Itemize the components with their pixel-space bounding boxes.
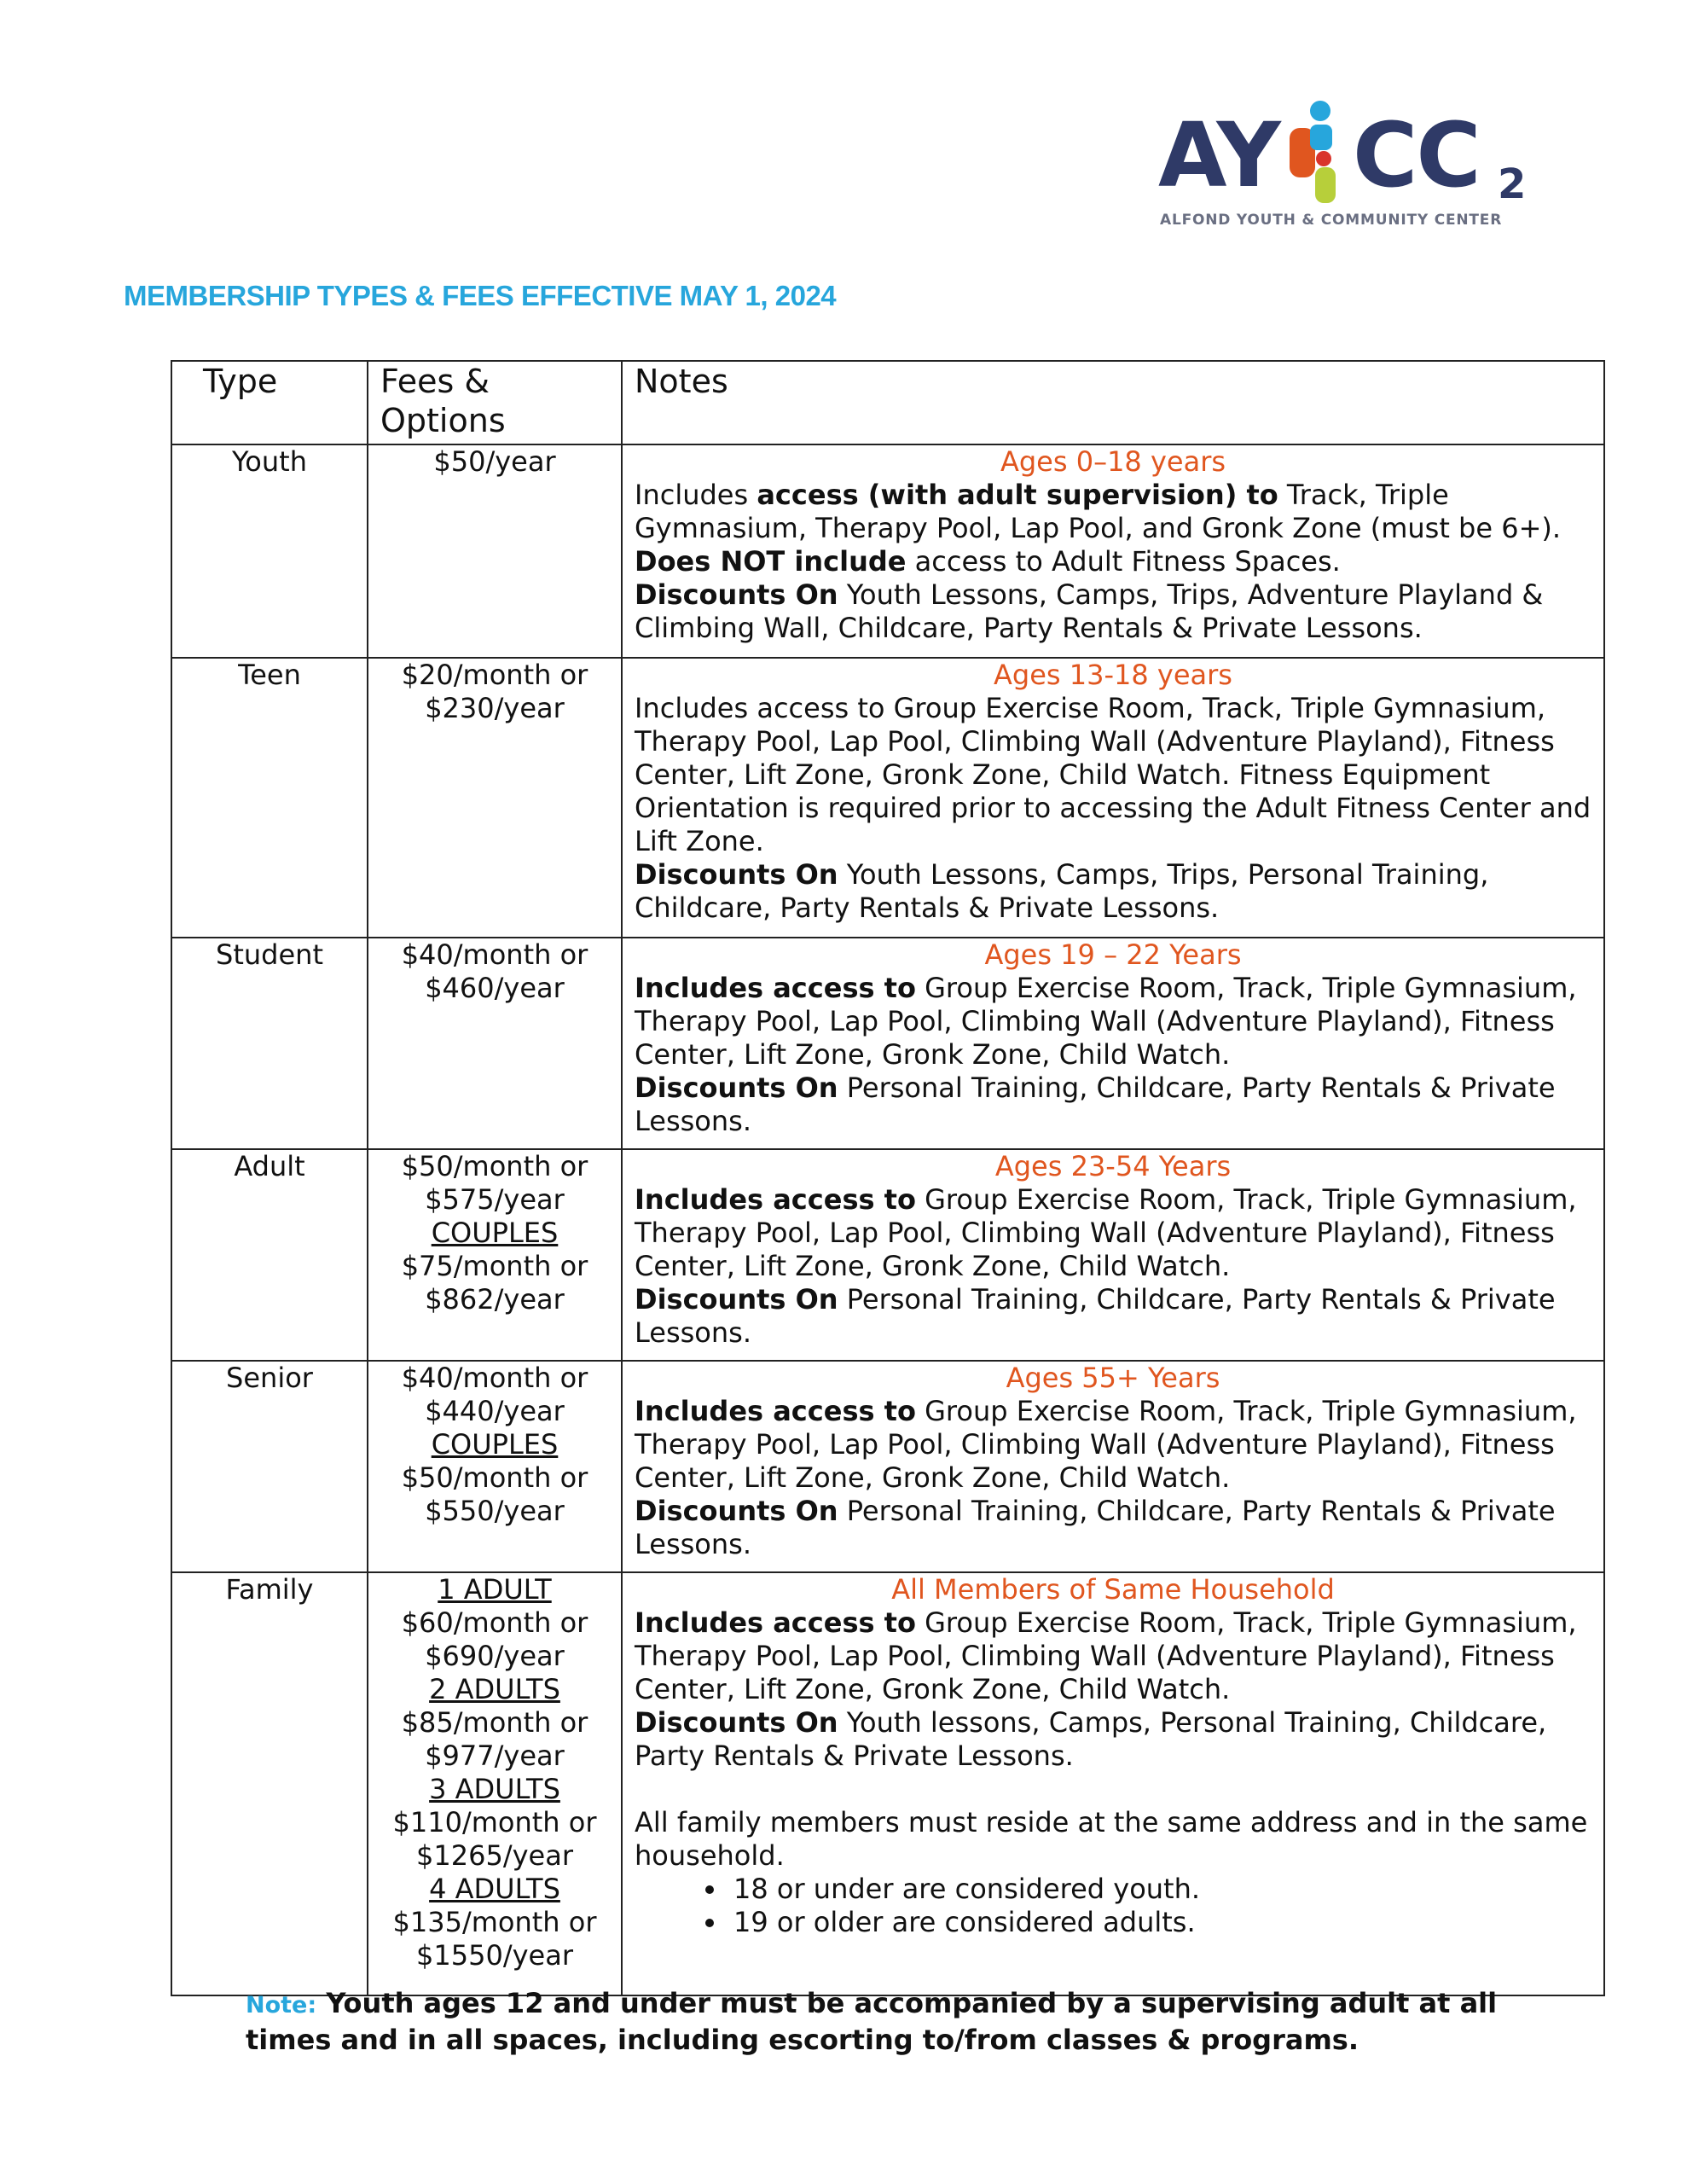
notes-cell (622, 1572, 1604, 1995)
spacer (635, 1773, 1591, 1806)
includes-list: Group Exercise Room, Track, Triple Gymnasium, Therapy Pool, Lap Pool, Climbing Wall (Adventure Playland), Fitness Center, Lift Zone, Gronk Zone, Child Watch. (635, 1606, 1577, 1705)
includes-bold: Includes access to (635, 1606, 916, 1639)
age-range: Ages 19 – 22 Years (984, 938, 1242, 971)
includes-bold: Includes access to (635, 972, 916, 1004)
fee-line: $135/month or (392, 1906, 597, 1938)
discounts-list: Youth Lessons, Camps, Trips, Personal Training, Childcare, Party Rentals & Private Lessons. (635, 858, 1489, 924)
table-row-senior (171, 1361, 1604, 1572)
membership-type: Youth (171, 444, 368, 658)
fees-cell (368, 1572, 622, 1995)
age-range: Ages 23-54 Years (994, 1150, 1232, 1182)
membership-type: Student (171, 938, 368, 1149)
fee-line: $40/month or (401, 938, 588, 971)
logo-people-icon (1286, 99, 1354, 205)
discounts-text (635, 1495, 1591, 1561)
fee-line: $50/month or (401, 1150, 588, 1182)
fee-line: $690/year (425, 1640, 565, 1672)
fee-line: $110/month or (392, 1806, 597, 1838)
includes-bold: Includes access to (635, 1183, 916, 1216)
list-item: • 18 or under are considered youth. (728, 1873, 1591, 1906)
discounts-list: Personal Training, Childcare, Party Rentals & Private Lessons. (635, 1072, 1556, 1137)
discounts-bold: Discounts On (635, 1283, 838, 1316)
table-row-family (171, 1572, 1604, 1995)
fee-line: $60/month or (401, 1606, 588, 1639)
table-header-row (171, 361, 1604, 444)
includes-text (635, 1183, 1591, 1283)
table-row-student (171, 938, 1604, 1149)
discounts-list: Personal Training, Childcare, Party Rentals & Private Lessons. (635, 1495, 1556, 1560)
page-title: MEMBERSHIP TYPES & FEES EFFECTIVE MAY 1, 2024 (124, 280, 837, 311)
excludes-bold: Does NOT include (635, 545, 907, 578)
discounts-list: Personal Training, Childcare, Party Rentals & Private Lessons. (635, 1283, 1556, 1349)
footer-note (246, 1986, 1576, 2057)
age-range: Ages 13-18 years (994, 659, 1232, 691)
header-type: Type (171, 361, 368, 444)
option-label: 4 ADULTS (429, 1873, 560, 1905)
option-label: 1 ADULT (438, 1573, 552, 1606)
option-label: 2 ADULTS (429, 1673, 560, 1705)
fees-cell (368, 444, 622, 658)
discounts-text (635, 1283, 1591, 1350)
discounts-list: Youth lessons, Camps, Personal Training, Childcare, Party Rentals & Private Lessons. (635, 1706, 1547, 1772)
fee-line: $1265/year (416, 1839, 573, 1872)
notes-cell (622, 1149, 1604, 1361)
membership-type: Family (171, 1572, 368, 1995)
includes-text (635, 1395, 1591, 1495)
age-range: All Members of Same Household (891, 1573, 1335, 1606)
option-label: 3 ADULTS (429, 1773, 560, 1805)
logo-subtitle: ALFOND YOUTH & COMMUNITY CENTER (1160, 212, 1503, 229)
couples-label: COUPLES (431, 1217, 559, 1249)
includes-text (635, 1606, 1591, 1706)
includes-list: Group Exercise Room, Track, Triple Gymnasium, Therapy Pool, Lap Pool, Climbing Wall (Adventure Playland), Fitness Center, Lift Zone, Gronk Zone, Child Watch. (635, 1395, 1577, 1494)
membership-type: Senior (171, 1361, 368, 1572)
discounts-text (635, 858, 1591, 925)
discounts-text (635, 1072, 1591, 1138)
fee-line: $1550/year (416, 1939, 573, 1972)
discounts-text (635, 1706, 1591, 1773)
fee-line: $20/month or (401, 659, 588, 691)
fee-line: $75/month or (401, 1250, 588, 1282)
fee-line: $550/year (425, 1495, 565, 1527)
fee-line: $40/month or (401, 1362, 588, 1394)
fee-line: $230/year (425, 692, 565, 724)
membership-type: Teen (171, 658, 368, 938)
header-notes: Notes (622, 361, 1604, 444)
discounts-bold: Discounts On (635, 1706, 838, 1739)
fee-line: $50/month or (401, 1461, 588, 1494)
notes-cell (622, 938, 1604, 1149)
includes-text (635, 479, 1591, 545)
fees-cell (368, 658, 622, 938)
includes-list: Group Exercise Room, Track, Triple Gymnasium, Therapy Pool, Lap Pool, Climbing Wall (Adventure Playland), Fitness Center, Lift Zone, Gronk Zone, Child Watch. (635, 972, 1577, 1071)
notes-cell (622, 658, 1604, 938)
discounts-bold: Discounts On (635, 858, 838, 891)
excludes-list: access to Adult Fitness Spaces. (906, 545, 1341, 578)
fee-line: $575/year (425, 1183, 565, 1216)
includes-text (635, 972, 1591, 1072)
excludes-text (635, 545, 1591, 578)
fees-cell (368, 1149, 622, 1361)
fee-line: $460/year (425, 972, 565, 1004)
table-row-teen (171, 658, 1604, 938)
couples-label: COUPLES (431, 1428, 559, 1461)
age-rules-list (635, 1873, 1591, 1939)
discounts-list: Youth Lessons, Camps, Trips, Adventure Playland & Climbing Wall, Childcare, Party Rentals & Private Lessons. (635, 578, 1544, 644)
includes-list: Group Exercise Room, Track, Triple Gymnasium, Therapy Pool, Lap Pool, Climbing Wall (Adventure Playland), Fitness Center, Lift Zone, Gronk Zone, Child Watch. (635, 1183, 1577, 1282)
fees-cell (368, 938, 622, 1149)
includes-list: Track, Triple Gymnasium, Therapy Pool, Lap Pool, and Gronk Zone (must be 6+). (635, 479, 1562, 544)
fees-cell (368, 1361, 622, 1572)
fee-line: $977/year (425, 1740, 565, 1772)
membership-fees-table (171, 360, 1605, 1996)
note-text: Youth ages 12 and under must be accompanied by a supervising adult at all times and in all spaces, including escorting to/from classes & programs. (246, 1987, 1498, 2056)
household-text: All family members must reside at the same address and in the same household. (635, 1806, 1588, 1872)
fee-line: $440/year (425, 1395, 565, 1427)
fee-line: $50/year (433, 445, 556, 478)
fee-line: $862/year (425, 1283, 565, 1316)
membership-type: Adult (171, 1149, 368, 1361)
notes-cell (622, 1361, 1604, 1572)
table-row-youth (171, 444, 1604, 658)
age-range: Ages 0–18 years (1000, 445, 1226, 478)
includes-text: Includes access to Group Exercise Room, Track, Triple Gymnasium, Therapy Pool, Lap Pool, Climbing Wall (Adventure Playland), Fitness Center, Lift Zone, Gronk Zone, Child Watch. Fitness Equipment Orientation is required prior to accessing the Adult Fitness Center and Lift Zone. (635, 692, 1591, 857)
discounts-bold: Discounts On (635, 578, 838, 611)
includes-bold: Includes access to (635, 1395, 916, 1427)
discounts-bold: Discounts On (635, 1072, 838, 1104)
page-number: 2 (1498, 160, 1527, 208)
discounts-text (635, 578, 1591, 645)
list-item: • 19 or older are considered adults. (728, 1906, 1591, 1939)
table-row-adult (171, 1149, 1604, 1361)
fee-line: $85/month or (401, 1706, 588, 1739)
notes-cell (622, 444, 1604, 658)
discounts-bold: Discounts On (635, 1495, 838, 1527)
header-fees: Fees & Options (368, 361, 622, 444)
logo-letters-cc: CC (1353, 103, 1480, 207)
age-range: Ages 55+ Years (1006, 1362, 1220, 1394)
logo-wordmark (1158, 103, 1480, 207)
includes-prefix: Includes (635, 479, 757, 511)
note-label: Note: (246, 1992, 317, 2018)
logo-letters-ay: AY (1158, 103, 1279, 207)
aycc-logo (1158, 96, 1516, 232)
includes-bold: access (with adult supervision) to (757, 479, 1278, 511)
